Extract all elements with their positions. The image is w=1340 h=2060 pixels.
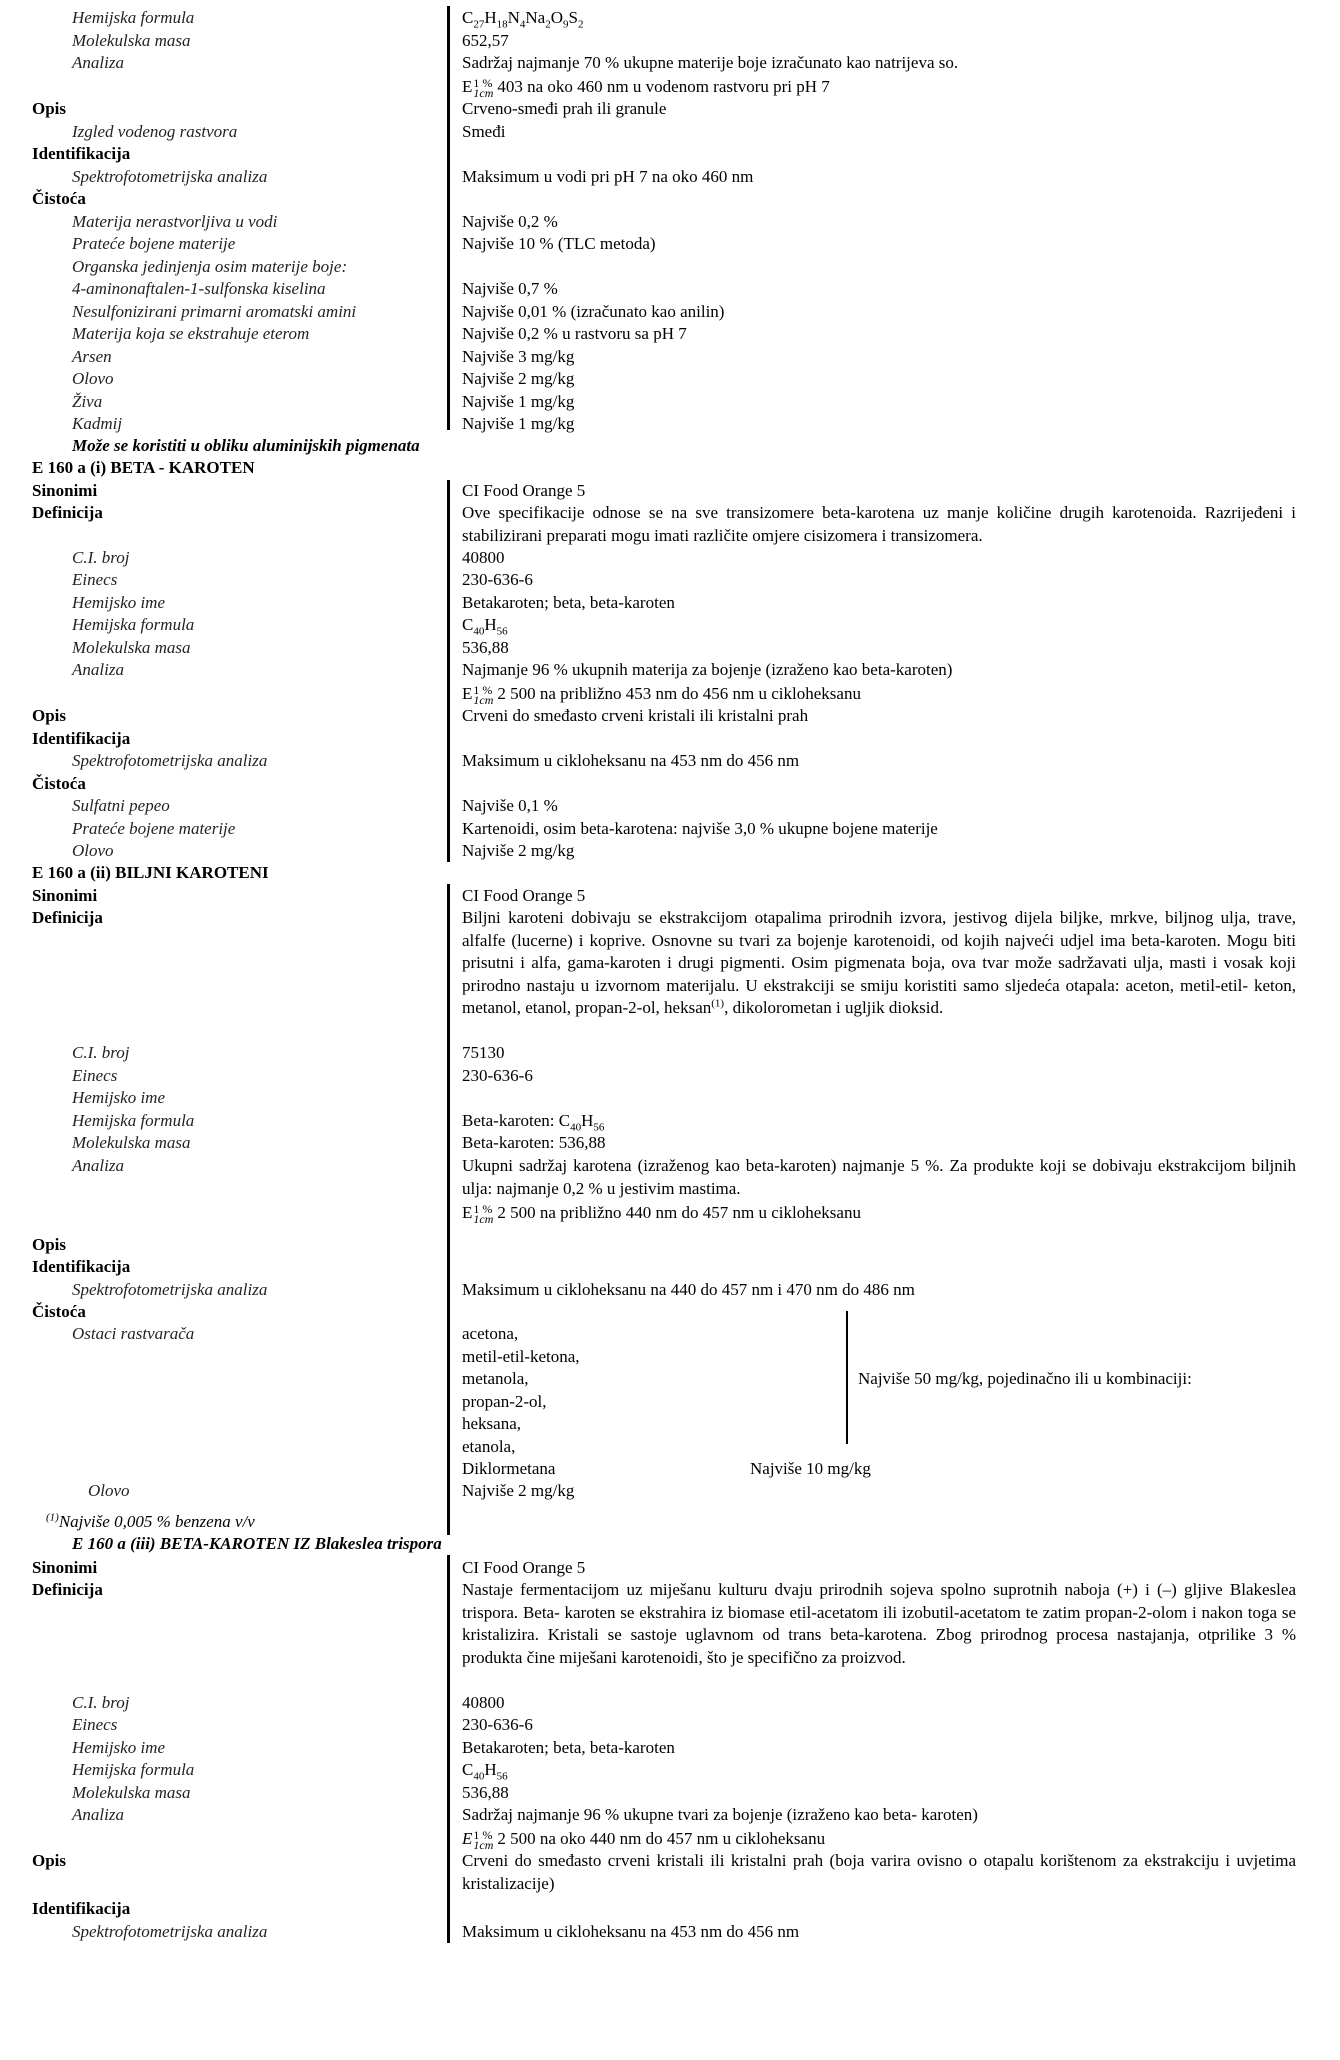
row-value: Beta-karoten: 536,88 (462, 1133, 606, 1152)
row-value: Najviše 0,1 % (462, 796, 558, 815)
spec-row (0, 98, 1340, 120)
description-text: Crveni do smeđasto crveni kristali ili kristalni prah (boja varira ovisno o otapalu korištenom za ekstrakciju i uvjetima kristalizacije) (462, 1851, 1296, 1893)
row-heading: Sinonimi (32, 886, 98, 905)
solvent-item: metanola, (462, 1369, 529, 1388)
row-value: Najviše 10 % (TLC metoda) (462, 234, 656, 253)
row-heading: Identifikacija (32, 729, 131, 748)
row-label: Spektrofotometrijska analiza (72, 1922, 268, 1941)
spec-row (0, 52, 1340, 74)
solvent-item: propan-2-ol, (462, 1391, 547, 1411)
spec-row (0, 795, 1340, 817)
row-value-formula: $C_{40}H_{56}$ (462, 1760, 508, 1783)
spec-row (0, 233, 1340, 255)
row-heading: Čistoća (32, 1302, 86, 1321)
spec-row (0, 818, 1340, 840)
spec-row (0, 1692, 1340, 1714)
spec-row (0, 7, 1340, 29)
spec-row (0, 188, 1340, 210)
row-value: Najviše 1 mg/kg (462, 414, 575, 433)
spec-row (0, 1480, 1340, 1502)
spec-row (0, 1279, 1340, 1301)
row-value: Betakaroten; beta, beta-karoten (462, 1738, 675, 1757)
definition-text: Ove specifikacije odnose se na sve transizomere beta-karotena uz manje količine drugih karotenoida. Razrijeđeni i stabilizirani preparati mogu imati različite omjere cisizomera i transizomera. (462, 503, 1296, 545)
row-value-extinction: E 1 % 1cm 2 500 na oko 440 nm do 457 nm u cikloheksanu (462, 1828, 826, 1853)
row-value: 536,88 (462, 1783, 509, 1802)
row-value: 230-636-6 (462, 1715, 533, 1734)
dichlor-limit: Najviše 10 mg/kg (750, 1459, 871, 1478)
solvent-item: acetona, (462, 1324, 519, 1343)
spec-row (0, 705, 1340, 727)
spec-row (0, 1234, 1340, 1256)
row-label: Hemijsko ime (72, 593, 166, 612)
row-label: Izgled vodenog rastvora (72, 122, 238, 141)
row-value: CI Food Orange 5 (462, 481, 586, 500)
row-value: CI Food Orange 5 (462, 886, 586, 905)
row-heading: Definicija (32, 1580, 103, 1599)
row-value: Kartenoidi, osim beta-karotena: najviše 3,0 % ukupne bojene materije (462, 819, 938, 838)
spec-row (0, 659, 1340, 681)
row-value: Najviše 0,2 % (462, 212, 558, 231)
spec-row (0, 683, 1340, 708)
spec-row (0, 840, 1340, 862)
row-label: Kadmij (72, 414, 123, 433)
spec-row (0, 750, 1340, 772)
row-label: Molekulska masa (72, 1133, 191, 1152)
section-title: E 160 a (iii) BETA-KAROTEN IZ Blakeslea trispora (72, 1534, 442, 1553)
row-label: Spektrofotometrijska analiza (72, 1280, 268, 1299)
row-value-formula: $C_{27}H_{18}N_4Na_2O_9S_2$ (462, 8, 584, 31)
row-value-formula: $C_{40}H_{56}$ (462, 615, 508, 638)
analysis-text: Ukupni sadržaj karotena (izraženog kao beta-karoten) najmanje 5 %. Za produkte koji se dobivaju ekstrakcijom biljnih ulja: najmanje 0,2 % u jestivim mastima. (462, 1156, 1296, 1198)
spec-row (0, 614, 1340, 636)
row-value-extinction: E 1 % 1cm 2 500 na približno 453 nm do 456 nm u cikloheksanu (462, 683, 861, 708)
row-value: Maksimum u vodi pri pH 7 na oko 460 nm (462, 167, 754, 186)
row-label: Organska jedinjenja osim materije boje: (72, 257, 348, 276)
spec-row (0, 121, 1340, 143)
row-heading: Opis (32, 99, 67, 118)
row-label: Prateće bojene materije (72, 234, 236, 253)
row-value: Najviše 2 mg/kg (462, 1481, 575, 1500)
spec-row (0, 301, 1340, 323)
spec-row (0, 1301, 1340, 1323)
spec-row (0, 885, 1340, 907)
row-value: 230-636-6 (462, 570, 533, 589)
spec-row (0, 1714, 1340, 1736)
spec-row (0, 413, 1340, 435)
footnote-ref: (1) (711, 997, 725, 1010)
row-label: Einecs (72, 1066, 118, 1085)
row-value: Najviše 0,01 % (izračunato kao anilin) (462, 302, 725, 321)
solvent-item: metil-etil-ketona, (462, 1346, 580, 1366)
row-heading: Sinonimi (32, 1558, 98, 1577)
spec-row (0, 76, 1340, 101)
row-label: Molekulska masa (72, 31, 191, 50)
row-label: Analiza (72, 1805, 124, 1824)
spec-row (0, 1737, 1340, 1759)
row-value: Najviše 1 mg/kg (462, 392, 575, 411)
spec-row (0, 1557, 1340, 1579)
spec-row (0, 211, 1340, 233)
spec-row (0, 773, 1340, 795)
spec-row (0, 547, 1340, 569)
row-value: Betakaroten; beta, beta-karoten (462, 593, 675, 612)
row-label: Analiza (72, 53, 124, 72)
row-value-extinction: E 1 % 1cm 2 500 na približno 440 nm do 457 nm u cikloheksanu (462, 1202, 861, 1227)
solvent-item: etanola, (462, 1436, 516, 1456)
row-label: Materija koja se ekstrahuje eterom (72, 324, 310, 343)
spec-row (0, 1323, 1340, 1345)
row-heading: Identifikacija (32, 1899, 131, 1918)
row-heading: Definicija (32, 908, 103, 927)
row-value: Najmanje 96 % ukupnih materija za bojenje (izraženo kao beta-karoten) (462, 660, 953, 679)
row-label: Olovo (72, 369, 114, 388)
row-value-formula: Beta-karoten: $C_{40}H_{56}$ (462, 1111, 605, 1134)
spec-row (0, 346, 1340, 368)
row-label: C.I. broj (72, 1693, 130, 1712)
spec-row (0, 1759, 1340, 1781)
row-label: Molekulska masa (72, 1783, 191, 1802)
row-value: 230-636-6 (462, 1066, 533, 1085)
row-value: Sadržaj najmanje 96 % ukupne tvari za bojenje (izraženo kao beta- karoten) (462, 1805, 978, 1824)
row-label: Nesulfonizirani primarni aromatski amini (72, 302, 357, 321)
spec-row (0, 569, 1340, 591)
solvent-list (462, 1323, 580, 1481)
row-heading: Čistoća (32, 774, 86, 793)
spec-row (0, 1828, 1340, 1853)
row-label: Ostaci rastvarača (72, 1324, 195, 1343)
row-value: Crveno-smeđi prah ili granule (462, 99, 667, 118)
spec-row (0, 1087, 1340, 1109)
row-heading: Sinonimi (32, 481, 98, 500)
row-label: Analiza (72, 660, 124, 679)
row-value: CI Food Orange 5 (462, 1558, 586, 1577)
row-label: Molekulska masa (72, 638, 191, 657)
row-heading: Opis (32, 1851, 67, 1870)
row-heading: Opis (32, 1235, 67, 1254)
row-value: Maksimum u cikloheksanu na 440 do 457 nm i 470 nm do 486 nm (462, 1280, 915, 1299)
row-label: C.I. broj (72, 548, 130, 567)
footnote: $^{(1)}$Najviše 0,005 % benzena v/v (46, 1511, 255, 1531)
solvent-item: heksana, (462, 1414, 522, 1433)
spec-row (0, 391, 1340, 413)
row-heading: Čistoća (32, 189, 86, 208)
row-label: Spektrofotometrijska analiza (72, 751, 268, 770)
row-value: Najviše 2 mg/kg (462, 841, 575, 860)
row-label: Sulfatni pepeo (72, 796, 170, 815)
spec-row (0, 1256, 1340, 1278)
spec-row (0, 1042, 1340, 1064)
row-value: Maksimum u cikloheksanu na 453 nm do 456 nm (462, 1922, 800, 1941)
row-label: Spektrofotometrijska analiza (72, 167, 268, 186)
row-label: Arsen (72, 347, 112, 366)
row-label: Hemijsko ime (72, 1738, 166, 1757)
spec-row (0, 1898, 1340, 1920)
row-value: Najviše 3 mg/kg (462, 347, 575, 366)
row-label: Einecs (72, 570, 118, 589)
row-heading: Identifikacija (32, 144, 131, 163)
row-label: C.I. broj (72, 1043, 130, 1062)
spec-row (0, 368, 1340, 390)
row-value-extinction: E 1 % 1cm 403 na oko 460 nm u vodenom rastvoru pri pH 7 (462, 76, 830, 101)
spec-row (0, 323, 1340, 345)
spec-row (0, 1110, 1340, 1132)
solvent-limit: Najviše 50 mg/kg, pojedinačno ili u kombinaciji: (858, 1369, 1192, 1388)
row-value: Najviše 0,7 % (462, 279, 558, 298)
solvent-bracket-line (846, 1311, 848, 1444)
row-label: Hemijska formula (72, 615, 195, 634)
row-value: 75130 (462, 1043, 505, 1062)
row-label: Hemijska formula (72, 1760, 195, 1779)
definition-text: Nastaje fermentacijom uz miješanu kulturu dvaju prirodnih sojeva spolno suprotnih naboja (+) i (–) gljive Blakeslea trispora. Beta- karoten se ekstrahira iz biomase etil-acetatom ili izobutil-acetatom te zatim propan-2-olom i nakon toga se kristalizira. Kristali se sastoje uglavnom od trans beta-karotena. Zbog prirodnog procesa nastajanja, otprilike 3 % produkta čine miješani karotenoidi, što je specifično za proizvod. (462, 1580, 1296, 1667)
row-label: Olovo (72, 841, 114, 860)
section-title: E 160 a (ii) BILJNI KAROTENI (32, 863, 269, 882)
spec-row (0, 637, 1340, 659)
row-value: 652,57 (462, 31, 509, 50)
spec-row (0, 1804, 1340, 1826)
row-label: Materija nerastvorljiva u vodi (72, 212, 278, 231)
row-value: 40800 (462, 548, 505, 567)
spec-row (0, 278, 1340, 300)
spec-row (0, 143, 1340, 165)
row-label: Živa (72, 392, 103, 411)
row-value: 536,88 (462, 638, 509, 657)
row-value: Crveni do smeđasto crveni kristali ili kristalni prah (462, 706, 809, 725)
spec-row (0, 1202, 1340, 1227)
row-label: Olovo (88, 1481, 130, 1500)
definition-text: Biljni karoteni dobivaju se ekstrakcijom otapalima prirodnih izvora, jestivog dijela biljke, mrkve, biljnog ulja, trave, alfalfe (lucerne) i koprive. Osnovne su tvari za bojenje karotenoidi, od kojih najveći udjel ima beta-karoten. Mogu biti prisutni i alfa, gama-karoten i drugi pigmenti. Osim pigmenata boja, ova tvar može sadržavati ulja, masti i vosak koji prirodno nastaju u izvornom materijalu. U ekstrakciji se smiju koristiti samo sljedeća otapala: aceton, metil-etil- keton, metanol, etanol, propan-2-ol, heksan$^{(1)}$, dikolorometan i ugljik dioksid. (462, 908, 1296, 1017)
spec-row (0, 1065, 1340, 1087)
row-value: Najviše 0,2 % u rastvoru sa pH 7 (462, 324, 687, 343)
row-value: Sadržaj najmanje 70 % ukupne materije boje izračunato kao natrijeva so. (462, 53, 959, 72)
row-label: Hemijska formula (72, 1111, 195, 1130)
pigment-note: Može se koristiti u obliku aluminijskih pigmenata (72, 436, 420, 455)
row-value: 40800 (462, 1693, 505, 1712)
solvent-item: Diklormetana (462, 1459, 556, 1478)
row-label: Einecs (72, 1715, 118, 1734)
row-heading: Opis (32, 706, 67, 725)
row-value: Najviše 2 mg/kg (462, 369, 575, 388)
row-heading: Definicija (32, 503, 103, 522)
row-value: Smeđi (462, 122, 506, 141)
row-label: 4-aminonaftalen-1-sulfonska kiselina (72, 279, 326, 298)
row-label: Analiza (72, 1156, 124, 1175)
row-heading: Identifikacija (32, 1257, 131, 1276)
spec-row (0, 1782, 1340, 1804)
spec-row (0, 592, 1340, 614)
spec-row (0, 256, 1340, 278)
section-title: E 160 a (i) BETA - KAROTEN (32, 458, 255, 477)
row-label: Hemijsko ime (72, 1088, 166, 1107)
spec-row (0, 1132, 1340, 1154)
spec-row (0, 480, 1340, 502)
row-value: Maksimum u cikloheksanu na 453 nm do 456 nm (462, 751, 800, 770)
spec-row (0, 166, 1340, 188)
spec-row (0, 728, 1340, 750)
spec-row (0, 1921, 1340, 1943)
spec-row (0, 30, 1340, 52)
row-label: Prateće bojene materije (72, 819, 236, 838)
row-label: Hemijska formula (72, 8, 195, 27)
